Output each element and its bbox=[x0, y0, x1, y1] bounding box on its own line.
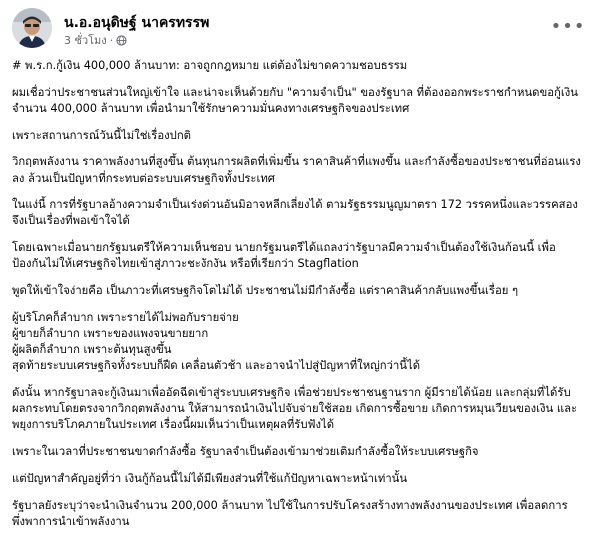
post-paragraph: แต่ปัญหาสำคัญอยู่ที่ว่า เงินกู้ก้อนนี้ไม่ได้มีเพียงส่วนที่ใช้แก้ปัญหาเฉพาะหน้าเท่านั้น bbox=[12, 471, 408, 485]
post-paragraph: # พ.ร.ก.กู้เงิน 400,000 ล้านบาท: อาจถูกกฎหมาย แต่ต้องไม่ขาดความชอบธรรม bbox=[12, 59, 408, 72]
profile-photo bbox=[12, 8, 52, 48]
list-line: ผู้ผลิตก็ลำบาก เพราะต้นทุนสูงขึ้น bbox=[12, 343, 172, 357]
post-paragraph: โดยเฉพาะเมื่อนายกรัฐมนตรีให้ความเห็นชอบ นายกรัฐมนตรีได้แถลงว่ารัฐบาลมีความจำเป็นต้องใช้เงินก้อนนี้ เพื่อป้องกันไม่ให้เศรษฐกิจไทยเข้าสู่ภาวะชะงักงัน หรือที่เรียกว่า Stagflation bbox=[12, 241, 556, 271]
more-options-button[interactable] bbox=[550, 14, 586, 38]
more-horizontal-icon: ••• bbox=[550, 15, 586, 37]
post-paragraph: รัฐบาลยังระบุว่าจะนำเงินจำนวน 200,000 ล้านบาท ไปใช้ในการปรับโครงสร้างทางพลังงานของประเทศ เพื่อลดการพึ่งพาการนำเข้าพลังงาน bbox=[12, 498, 568, 528]
list-line: สุดท้ายระบบเศรษฐกิจทั้งระบบก็ฝืด เคลื่อนตัวช้า และอาจนำไปสู่ปัญหาที่ใหญ่กว่านี้ได้ bbox=[12, 359, 421, 373]
post-paragraph: วิกฤตพลังงาน ราคาพลังงานที่สูงขึ้น ต้นทุนการผลิตที่เพิ่มขึ้น ราคาสินค้าที่แพงขึ้น และกำลังซื้อของประชาชนที่อ่อนแรงลง ล้วนเป็นปัญหาที่กระทบต่อระบบเศรษฐกิจทั้งประเทศ bbox=[12, 155, 581, 185]
post-paragraph: เพราะสถานการณ์วันนี้ไม่ใช่เรื่องปกติ bbox=[12, 128, 191, 142]
author-name[interactable]: น.อ.อนุดิษฐ์ นาครทรรพ bbox=[64, 15, 210, 31]
meta-separator: · bbox=[109, 33, 114, 47]
post-header bbox=[12, 8, 588, 48]
post-paragraph: ดังนั้น หากรัฐบาลจะกู้เงินมาเพื่ออัดฉีดเข้าสู่ระบบเศรษฐกิจ เพื่อช่วยประชาชนฐานราก ผู้มีรายได้น้อย และกลุ่มที่ได้รับผลกระทบโดยตรงจากวิกฤตพลังงาน ให้สามารถนำเงินไปจับจ่ายใช้สอย เกิดการซื้อขาย เกิดการหมุนเวียนของเงิน และพยุงการบริโภคภายในประเทศ เรื่องนี้ผมเห็นว่าเป็นเหตุผลที่รับฟังได้ bbox=[12, 386, 578, 432]
post-paragraph: ผมเชื่อว่าประชาชนส่วนใหญ่เข้าใจ และน่าจะเห็นด้วยกับ "ความจำเป็น" ของรัฐบาล ที่ต้องออกพระราชกำหนดขอกู้เงินจำนวน 400,000 ล้านบาท เพื่อนำมาใช้รักษาความมั่นคงทางเศรษฐกิจของประเทศ bbox=[12, 85, 578, 115]
globe-icon[interactable] bbox=[116, 35, 127, 46]
post-line-list bbox=[12, 310, 588, 375]
list-line: ผู้ขายก็ลำบาก เพราะของแพงจนขายยาก bbox=[12, 326, 209, 340]
avatar[interactable] bbox=[12, 8, 52, 48]
post-time[interactable]: 3 ชั่วโมง bbox=[64, 34, 107, 47]
post-body bbox=[12, 58, 588, 540]
list-line: ผู้บริโภคก็ลำบาก เพราะรายได้ไม่พอกับรายจ่าย bbox=[12, 310, 239, 324]
post-paragraph: ในแง่นี้ การที่รัฐบาลอ้างความจำเป็นเร่งด่วนอันมิอาจหลีกเลี่ยงได้ ตามรัฐธรรมนูญมาตรา 172 วรรคหนึ่งและวรรคสอง จึงเป็นเรื่องที่พอเข้าใจได้ bbox=[12, 198, 578, 228]
post-paragraph: เพราะในเวลาที่ประชาชนขาดกำลังซื้อ รัฐบาลจำเป็นต้องเข้ามาช่วยเติมกำลังซื้อให้ระบบเศรษฐกิจ bbox=[12, 445, 479, 459]
post-meta bbox=[64, 31, 127, 49]
post-paragraph: พูดให้เข้าใจง่ายคือ เป็นภาวะที่เศรษฐกิจโตไม่ได้ ประชาชนไม่มีกำลังซื้อ แต่ราคาสินค้ากลับแพงขึ้นเรื่อย ๆ bbox=[12, 284, 519, 298]
